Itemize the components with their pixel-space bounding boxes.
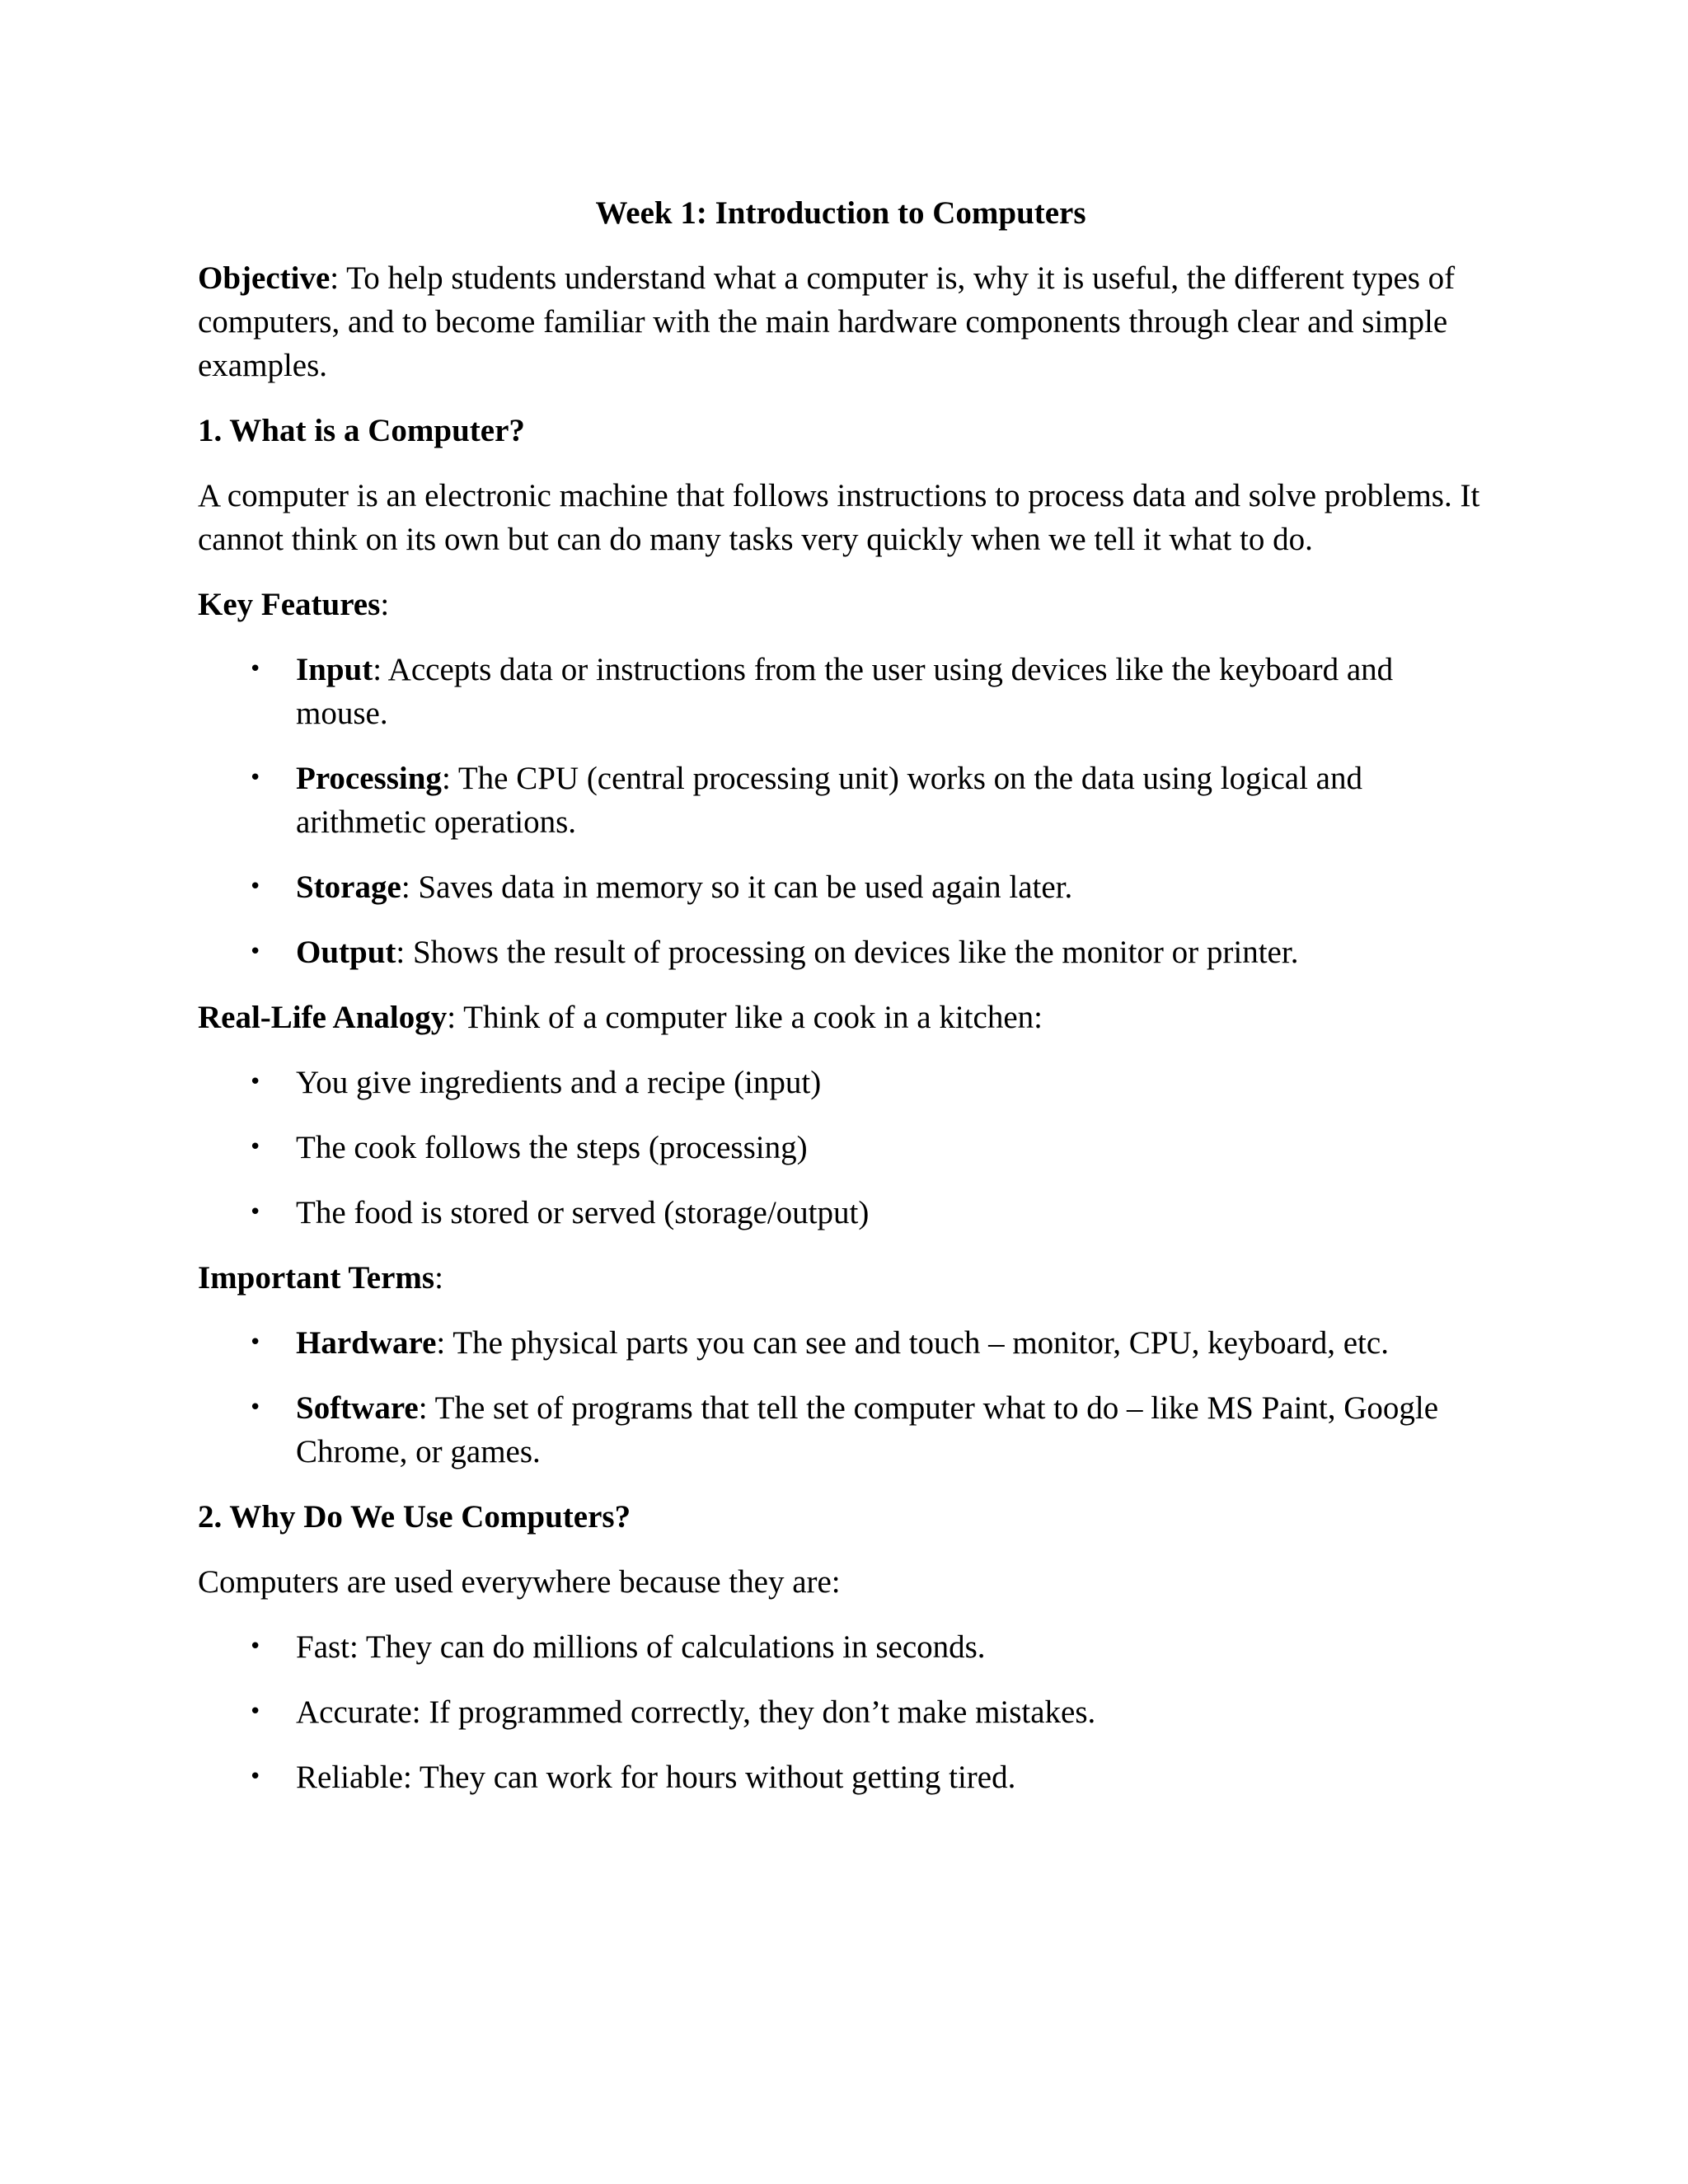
objective-text: : To help students understand what a computer is, why it is useful, the different types of computers, and to become familiar with the main hardware components through clear and simple examples.	[198, 260, 1456, 383]
feature-term: Processing	[296, 761, 442, 796]
bullet-icon: •	[249, 1395, 262, 1420]
section-1-heading: 1. What is a Computer?	[198, 413, 525, 448]
page-title: Week 1: Introduction to Computers	[595, 195, 1086, 231]
term-name: Software	[296, 1390, 419, 1426]
list-item	[249, 1690, 1484, 1734]
bullet-icon: •	[249, 1765, 262, 1789]
list-item	[249, 648, 1484, 735]
bullet-icon: •	[249, 1070, 262, 1094]
list-item	[249, 1061, 1484, 1104]
bullet-icon: •	[249, 940, 262, 964]
list-item	[249, 865, 1484, 909]
section-2-heading: 2. Why Do We Use Computers?	[198, 1499, 631, 1535]
important-terms-suffix: :	[434, 1260, 443, 1296]
objective-paragraph	[198, 256, 1484, 387]
feature-term: Input	[296, 652, 373, 687]
reason-text: Accurate: If programmed correctly, they don’t make mistakes.	[296, 1694, 1096, 1730]
analogy-label: Real-Life Analogy	[198, 1000, 448, 1035]
key-features-heading	[198, 583, 1484, 626]
term-name: Hardware	[296, 1325, 437, 1361]
bullet-icon: •	[249, 1634, 262, 1659]
key-features-list	[198, 648, 1484, 974]
key-features-label: Key Features	[198, 587, 381, 622]
analogy-paragraph	[198, 996, 1484, 1039]
section-2-intro: Computers are used everywhere because they are:	[198, 1564, 841, 1600]
bullet-icon: •	[249, 1200, 262, 1225]
list-item	[249, 1126, 1484, 1169]
list-item	[249, 930, 1484, 974]
list-item	[249, 757, 1484, 844]
analogy-text: : Think of a computer like a cook in a kitchen:	[447, 1000, 1043, 1035]
reason-text: Fast: They can do millions of calculations in seconds.	[296, 1629, 986, 1665]
bullet-icon: •	[249, 766, 262, 790]
reason-text: Reliable: They can work for hours without getting tired.	[296, 1760, 1016, 1795]
list-item	[249, 1386, 1484, 1474]
important-terms-label: Important Terms	[198, 1260, 435, 1296]
feature-text: : The CPU (central processing unit) works on the data using logical and arithmetic operations.	[296, 761, 1362, 840]
analogy-item-text: The cook follows the steps (processing)	[296, 1130, 808, 1165]
reasons-list	[198, 1625, 1484, 1799]
feature-text: : Saves data in memory so it can be used again later.	[401, 869, 1073, 905]
term-text: : The physical parts you can see and touch – monitor, CPU, keyboard, etc.	[436, 1325, 1389, 1361]
bullet-icon: •	[249, 657, 262, 682]
analogy-item-text: The food is stored or served (storage/output)	[296, 1195, 870, 1230]
bullet-icon: •	[249, 1330, 262, 1355]
list-item	[249, 1625, 1484, 1669]
objective-label: Objective	[198, 260, 331, 296]
feature-text: : Shows the result of processing on devices like the monitor or printer.	[396, 935, 1299, 970]
analogy-item-text: You give ingredients and a recipe (input)	[296, 1065, 822, 1100]
list-item	[249, 1321, 1484, 1365]
feature-term: Storage	[296, 869, 401, 905]
analogy-list	[198, 1061, 1484, 1235]
bullet-icon: •	[249, 1135, 262, 1160]
feature-text: : Accepts data or instructions from the user using devices like the keyboard and mouse.	[296, 652, 1394, 731]
bullet-icon: •	[249, 1699, 262, 1724]
key-features-suffix: :	[380, 587, 390, 622]
feature-term: Output	[296, 935, 396, 970]
list-item	[249, 1755, 1484, 1799]
list-item	[249, 1191, 1484, 1235]
document-page	[198, 191, 1484, 1821]
important-terms-list	[198, 1321, 1484, 1474]
bullet-icon: •	[249, 874, 262, 899]
section-1-intro: A computer is an electronic machine that follows instructions to process data and solve problems. It cannot think on its own but can do many tasks very quickly when we tell it what to do.	[198, 478, 1480, 557]
term-text: : The set of programs that tell the computer what to do – like MS Paint, Google Chrome, or games.	[296, 1390, 1439, 1469]
important-terms-heading	[198, 1256, 1484, 1300]
